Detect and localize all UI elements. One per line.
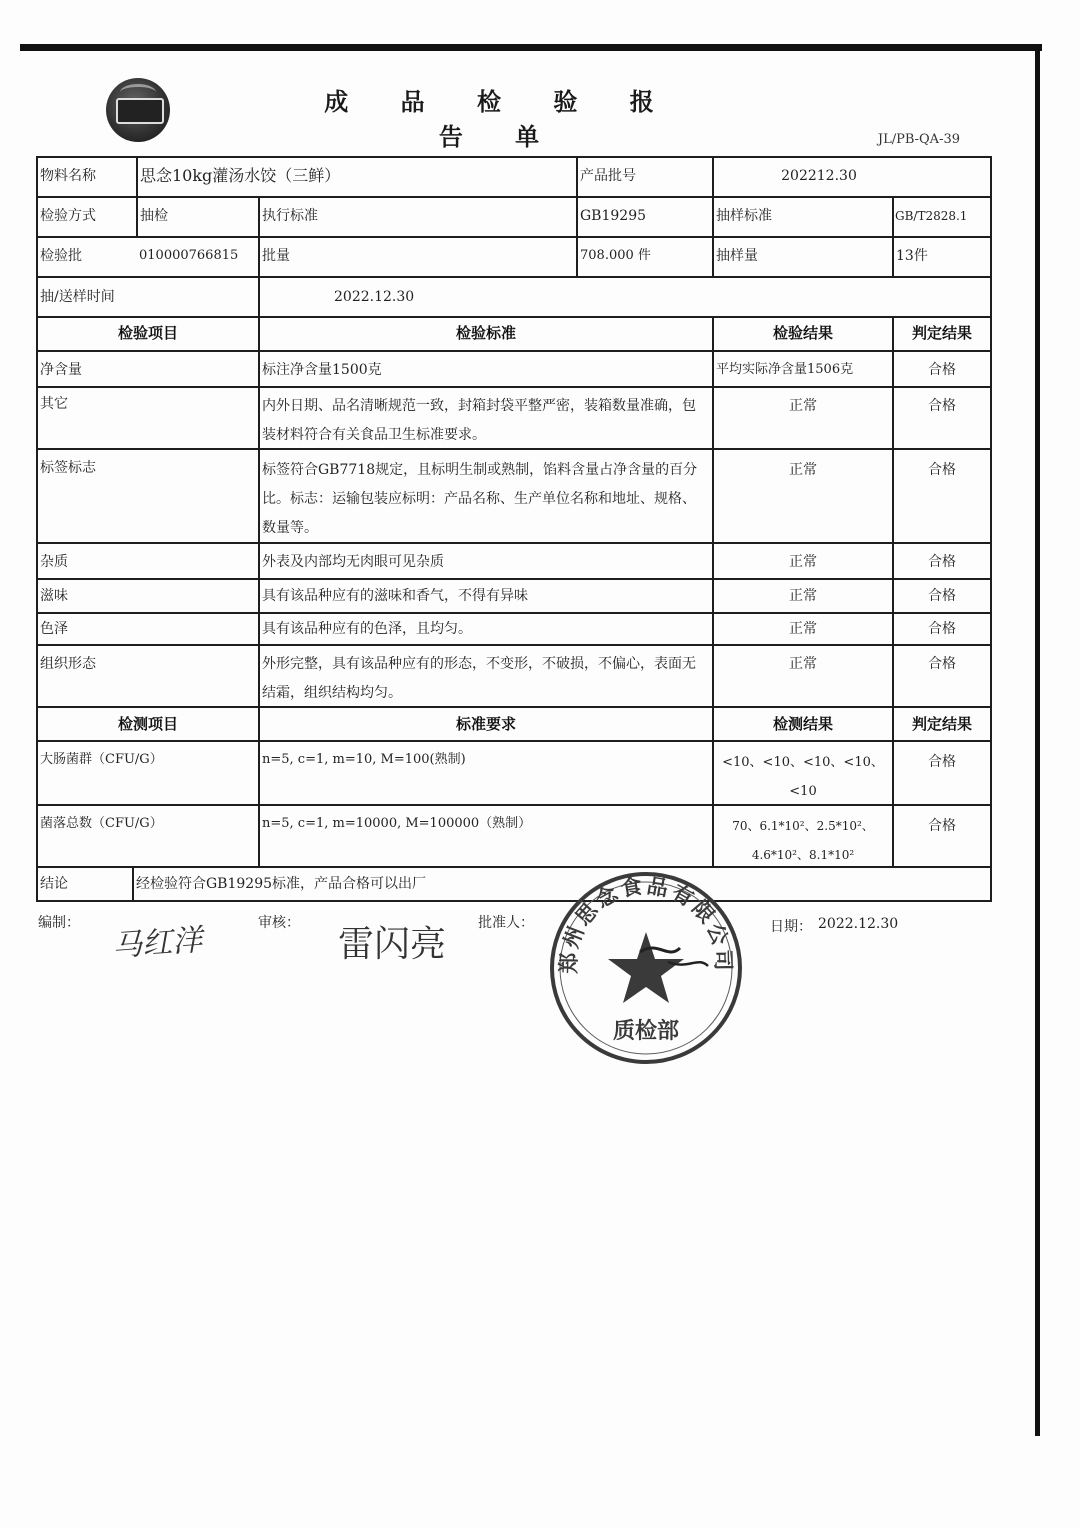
table-row-verdict: 合格 <box>928 818 956 834</box>
table-row-item: 菌落总数（CFU/G） <box>40 816 163 831</box>
top-border <box>20 44 1042 51</box>
table-row-standard: 具有该品种应有的滋味和香气，不得有异味 <box>262 588 528 604</box>
table-row-verdict: 合格 <box>928 588 956 604</box>
table-row-verdict: 合格 <box>928 398 956 414</box>
reviewer-label: 审核： <box>258 915 300 931</box>
exec-std-label: 执行标准 <box>262 208 318 224</box>
table-row-verdict: 合格 <box>928 462 956 478</box>
company-logo-icon <box>106 78 170 142</box>
table-row-item: 大肠菌群（CFU/G） <box>40 752 163 767</box>
table-row-verdict: 合格 <box>928 362 956 378</box>
batch-no-value: 202212.30 <box>781 168 857 184</box>
sample-qty-value: 13件 <box>896 248 928 264</box>
compiler-label: 编制： <box>38 915 80 931</box>
quality-dept-stamp <box>548 870 744 1066</box>
report-title: 成 品 检 验 报 告 单 <box>324 88 676 151</box>
table-row-item: 色泽 <box>40 621 68 637</box>
table-row-standard: n=5, c=1, m=10, M=100(熟制) <box>262 752 466 767</box>
table-row-result: 正常 <box>789 588 817 604</box>
date-label: 日期： <box>770 919 812 935</box>
batch-qty-value: 708.000 件 <box>580 248 651 263</box>
sensory-header-item: 检验项目 <box>117 324 178 342</box>
stamp-department-text: 质检部 <box>612 1019 680 1044</box>
sensory-header-verdict: 判定结果 <box>911 324 972 342</box>
method-value: 抽检 <box>140 208 168 224</box>
table-row-item: 其它 <box>40 396 68 412</box>
table-row-result: 正常 <box>789 656 817 672</box>
material-value: 思念10kg灌汤水饺（三鲜） <box>140 166 341 185</box>
table-row-standard: n=5, c=1, m=10000, M=100000（熟制） <box>262 816 532 831</box>
micro-header-standard: 标准要求 <box>455 715 516 733</box>
table-row-standard: 外形完整，具有该品种应有的形态，不变形，不破损，不偏心，表面无结霜，组织结构均匀。 <box>262 656 696 701</box>
sensory-header-result: 检验结果 <box>772 324 833 342</box>
table-row-verdict: 合格 <box>928 554 956 570</box>
table-row-item: 标签标志 <box>40 460 96 476</box>
table-row-standard: 内外日期、品名清晰规范一致，封箱封袋平整严密，装箱数量准确，包装材料符合有关食品卫生标准要求。 <box>262 398 696 443</box>
table-row-result: 平均实际净含量1506克 <box>716 362 854 377</box>
micro-header-item: 检测项目 <box>117 715 178 733</box>
method-label: 检验方式 <box>40 208 96 224</box>
table-row-result: 正常 <box>789 621 817 637</box>
table-row-result: 正常 <box>789 462 817 478</box>
material-label: 物料名称 <box>40 168 96 184</box>
table-row-verdict: 合格 <box>928 621 956 637</box>
sampling-time-value: 2022.12.30 <box>334 289 415 305</box>
sampling-time-label: 抽/送样时间 <box>40 289 115 305</box>
table-row-verdict: 合格 <box>928 656 956 672</box>
table-row-item: 杂质 <box>40 554 68 570</box>
lot-value: 010000766815 <box>139 248 239 263</box>
reviewer-signature: 雷闪亮 <box>338 924 447 965</box>
exec-std-value: GB19295 <box>580 208 647 224</box>
micro-header-result: 检测结果 <box>772 715 833 733</box>
compiler-signature: 马红洋 <box>111 922 204 965</box>
table-row-verdict: 合格 <box>928 754 956 770</box>
right-border <box>1035 48 1040 1436</box>
table-row-result: 正常 <box>789 554 817 570</box>
table-row-standard: 标签符合GB7718规定，且标明生制或熟制，馅料含量占净含量的百分比。标志：运输包装应标明：产品名称、生产单位名称和地址、规格、数量等。 <box>262 462 698 536</box>
conclusion-label: 结论 <box>40 876 68 892</box>
batch-qty-label: 批量 <box>262 248 290 264</box>
table-row-result: <10、<10、<10、<10、<10 <box>722 755 884 799</box>
micro-header-verdict: 判定结果 <box>911 715 972 733</box>
sample-qty-label: 抽样量 <box>716 248 758 264</box>
lot-label: 检验批 <box>40 248 82 264</box>
date-value: 2022.12.30 <box>818 916 899 932</box>
table-row-standard: 外表及内部均无肉眼可见杂质 <box>262 554 444 570</box>
table-row-item: 组织形态 <box>40 656 96 672</box>
table-row-result: 正常 <box>789 398 817 414</box>
table-row-result: 70、6.1*10²、2.5*10²、4.6*10²、8.1*10² <box>732 819 874 862</box>
sampling-std-label: 抽样标准 <box>716 208 772 224</box>
stamp-company-text: 郑州思念食品有限公司 <box>556 873 736 974</box>
stamp-star-icon <box>608 932 684 1003</box>
approver-label: 批准人： <box>478 915 534 931</box>
sensory-header-standard: 检验标准 <box>455 324 516 342</box>
table-row-item: 净含量 <box>40 362 82 378</box>
table-row-standard: 标注净含量1500克 <box>262 362 382 378</box>
batch-no-label: 产品批号 <box>580 168 636 184</box>
document-number: JL/PB-QA-39 <box>877 132 960 147</box>
table-row-standard: 具有该品种应有的色泽，且均匀。 <box>262 621 472 637</box>
conclusion-value: 经检验符合GB19295标准，产品合格可以出厂 <box>136 876 427 892</box>
table-row-item: 滋味 <box>40 588 68 604</box>
sampling-std-value: GB/T2828.1 <box>895 209 968 223</box>
